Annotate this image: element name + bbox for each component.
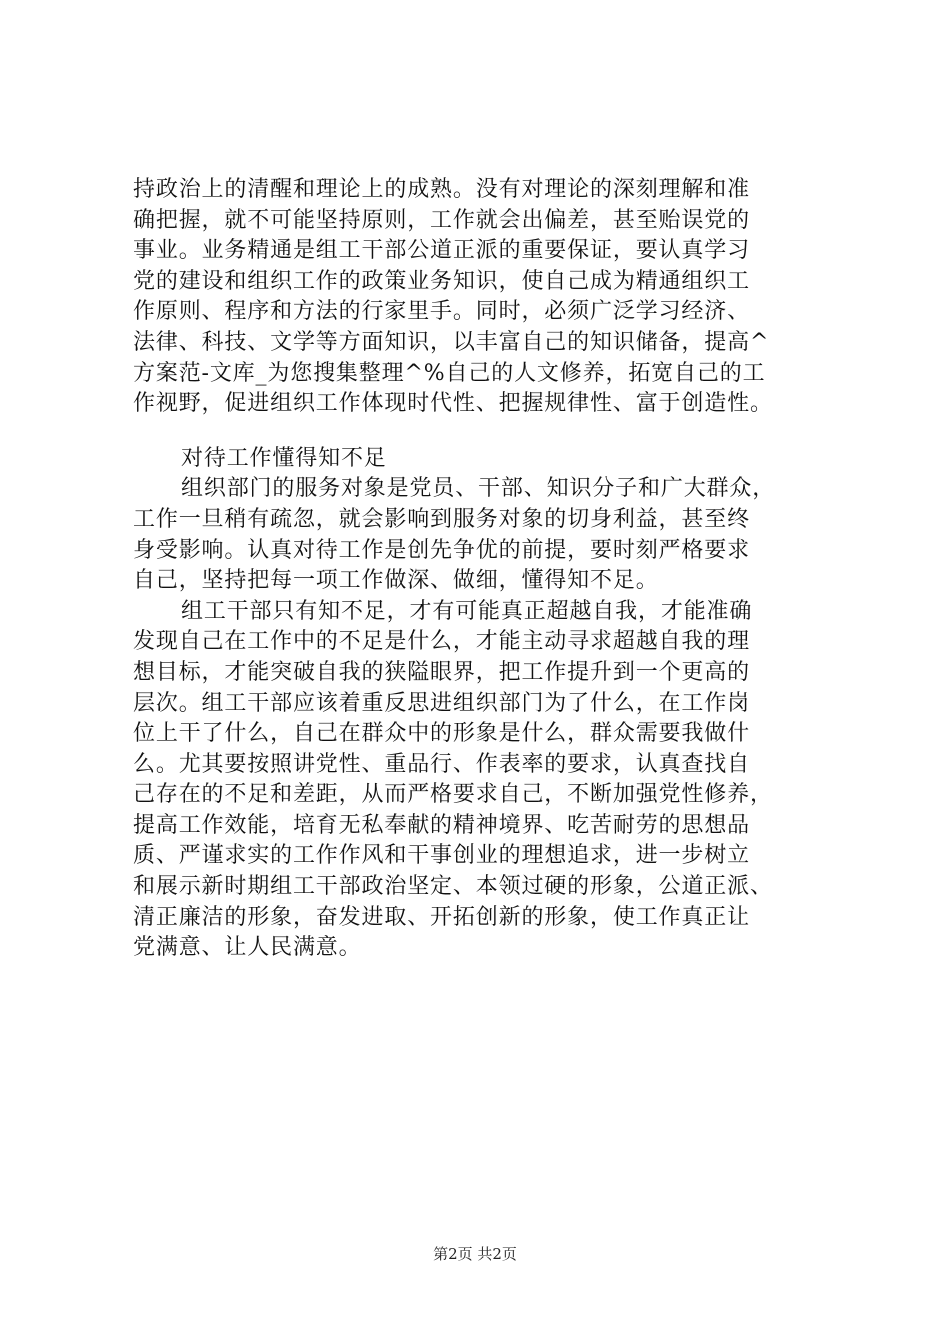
text-line: 发现自己在工作中的不足是什么，才能主动寻求超越自我的理 (133, 629, 750, 655)
paragraph-2 (133, 474, 833, 596)
paragraph-1 (133, 175, 833, 420)
text-line: 作原则、程序和方法的行家里手。同时，必须广泛学习经济、 (133, 299, 750, 325)
text-line: 么。尤其要按照讲党性、重品行、作表率的要求，认真查找自 (133, 751, 750, 777)
text-line: 作视野，促进组织工作体现时代性、把握规律性、富于创造性。 (133, 391, 773, 417)
text-line: 党的建设和组织工作的政策业务知识，使自己成为精通组织工 (133, 268, 750, 294)
paragraph-gap (133, 420, 833, 444)
section-heading: 对待工作懂得知不足 (181, 445, 387, 471)
text-line: 己存在的不足和差距，从而严格要求自己，不断加强党性修养， (133, 782, 773, 808)
paragraph-3 (133, 597, 833, 964)
page-footer: 第2页 共2页 (433, 1245, 517, 1263)
text-line: 提高工作效能，培育无私奉献的精神境界、吃苦耐劳的思想品 (133, 812, 750, 838)
text-line: 清正廉洁的形象，奋发进取、开拓创新的形象，使工作真正让 (133, 904, 750, 930)
text-line: 和展示新时期组工干部政治坚定、本领过硬的形象，公道正派、 (133, 874, 773, 900)
document-body (133, 175, 833, 964)
text-line: 工作一旦稍有疏忽，就会影响到服务对象的切身利益，甚至终 (133, 506, 750, 532)
text-line: 党满意、让人民满意。 (133, 935, 362, 961)
text-line: 层次。组工干部应该着重反思进组织部门为了什么，在工作岗 (133, 690, 750, 716)
text-line: 持政治上的清醒和理论上的成熟。没有对理论的深刻理解和准 (133, 177, 750, 202)
text-line: 质、严谨求实的工作作风和干事创业的理想追求，进一步树立 (133, 843, 750, 869)
text-line: 身受影响。认真对待工作是创先争优的前提，要时刻严格要求 (133, 537, 750, 563)
text-line: 确把握，就不可能坚持原则，工作就会出偏差，甚至贻误党的 (133, 207, 750, 233)
text-line: 组织部门的服务对象是党员、干部、知识分子和广大群众， (181, 476, 776, 502)
text-line: 事业。业务精通是组工干部公道正派的重要保证，要认真学习 (133, 238, 750, 264)
text-line: 自己，坚持把每一项工作做深、做细，懂得知不足。 (133, 568, 659, 594)
text-line: 想目标，才能突破自我的狭隘眼界，把工作提升到一个更高的 (133, 659, 750, 685)
text-line: 组工干部只有知不足，才有可能真正超越自我，才能准确 (181, 598, 753, 624)
text-line: 法律、科技、文学等方面知识，以丰富自己的知识储备，提高^ (133, 329, 770, 355)
text-line: 方案范-文库_为您搜集整理^%自己的人文修养，拓宽自己的工 (133, 360, 766, 386)
text-line: 位上干了什么，自己在群众中的形象是什么，群众需要我做什 (133, 721, 750, 747)
